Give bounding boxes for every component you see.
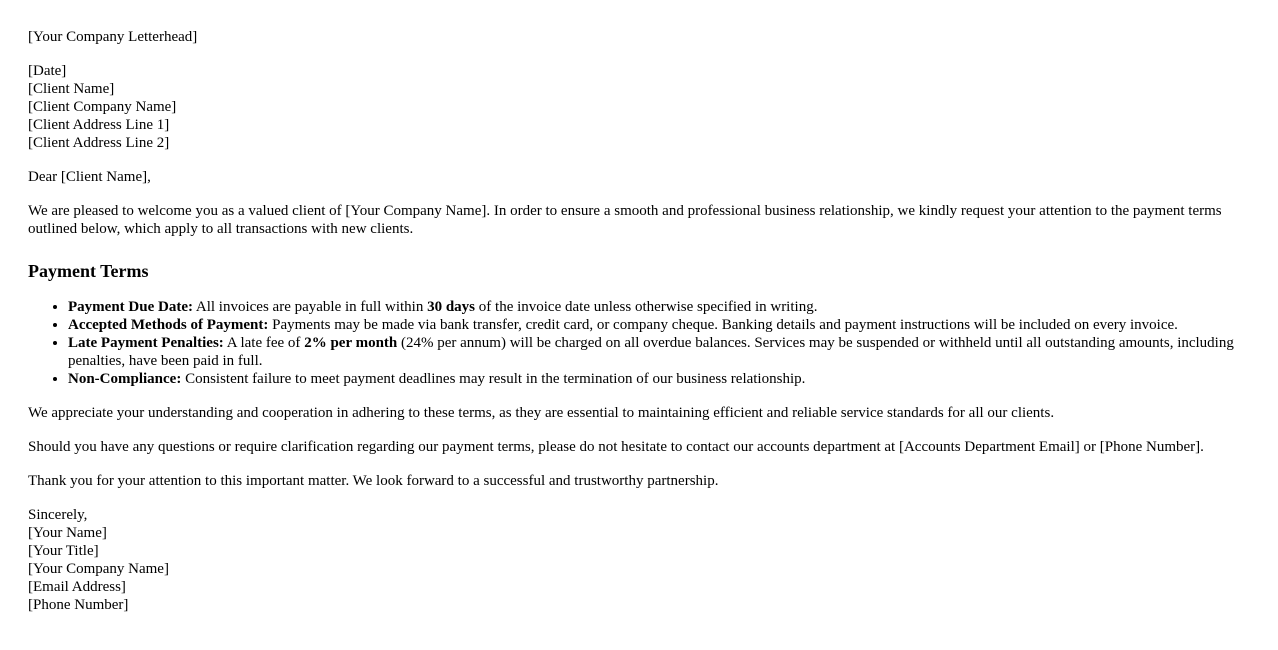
term-label: Accepted Methods of Payment:: [68, 317, 269, 333]
term-label: Non-Compliance:: [68, 371, 182, 387]
contact-paragraph: Should you have any questions or require clarification regarding our payment terms, please do not hesitate to contact our accounts department at [Accounts Department Email] or [Phone Number].: [28, 439, 1204, 455]
intro-paragraph: We are pleased to welcome you as a valued client of [Your Company Name]. In order to ensure a smooth and professional business relationship, we kindly request your attention to the payment terms outlined below, which apply to all transactions with new clients.: [28, 203, 1222, 237]
sender-phone: [Phone Number]: [28, 597, 129, 613]
recipient-block: [28, 62, 1250, 152]
signature-block: [28, 506, 1250, 614]
term-text: Payments may be made via bank transfer, credit card, or company cheque. Banking details and payment instructions will be included on every invoice.: [268, 317, 1178, 333]
term-non-compliance: [68, 370, 1250, 388]
term-text: All invoices are payable in full within: [192, 299, 428, 315]
sender-name: [Your Name]: [28, 525, 107, 541]
payment-terms-heading: Payment Terms: [28, 261, 149, 281]
client-name: [Client Name]: [28, 81, 115, 97]
term-text: of the invoice date unless otherwise specified in writing.: [475, 299, 818, 315]
term-text: Consistent failure to meet payment deadlines may result in the termination of our business relationship.: [181, 371, 806, 387]
client-address-line-1: [Client Address Line 1]: [28, 117, 170, 133]
payment-terms-list: [28, 298, 1250, 388]
term-text: A late fee of: [223, 335, 305, 351]
client-company: [Client Company Name]: [28, 99, 177, 115]
client-address-line-2: [Client Address Line 2]: [28, 135, 170, 151]
term-emphasis: 2% per month: [304, 335, 398, 351]
term-emphasis: 30 days: [427, 299, 476, 315]
term-label: Late Payment Penalties:: [68, 335, 224, 351]
term-label: Payment Due Date:: [68, 299, 193, 315]
valediction: Sincerely,: [28, 507, 88, 523]
salutation: Dear [Client Name],: [28, 169, 151, 185]
sender-company: [Your Company Name]: [28, 561, 169, 577]
term-text: (24% per annum) will be charged on all overdue balances. Services may be suspended or withheld until all outstanding amounts, including penalties, have been paid in full.: [68, 335, 1234, 369]
term-late-payment-penalties: [68, 334, 1250, 370]
term-payment-due-date: [68, 298, 1250, 316]
sender-email: [Email Address]: [28, 579, 126, 595]
sender-title: [Your Title]: [28, 543, 99, 559]
letterhead: [Your Company Letterhead]: [28, 29, 198, 45]
appreciation-paragraph: We appreciate your understanding and cooperation in adhering to these terms, as they are essential to maintaining efficient and reliable service standards for all our clients.: [28, 405, 1055, 421]
term-accepted-methods: [68, 316, 1250, 334]
thanks-paragraph: Thank you for your attention to this important matter. We look forward to a successful and trustworthy partnership.: [28, 473, 719, 489]
letter-date: [Date]: [28, 63, 67, 79]
